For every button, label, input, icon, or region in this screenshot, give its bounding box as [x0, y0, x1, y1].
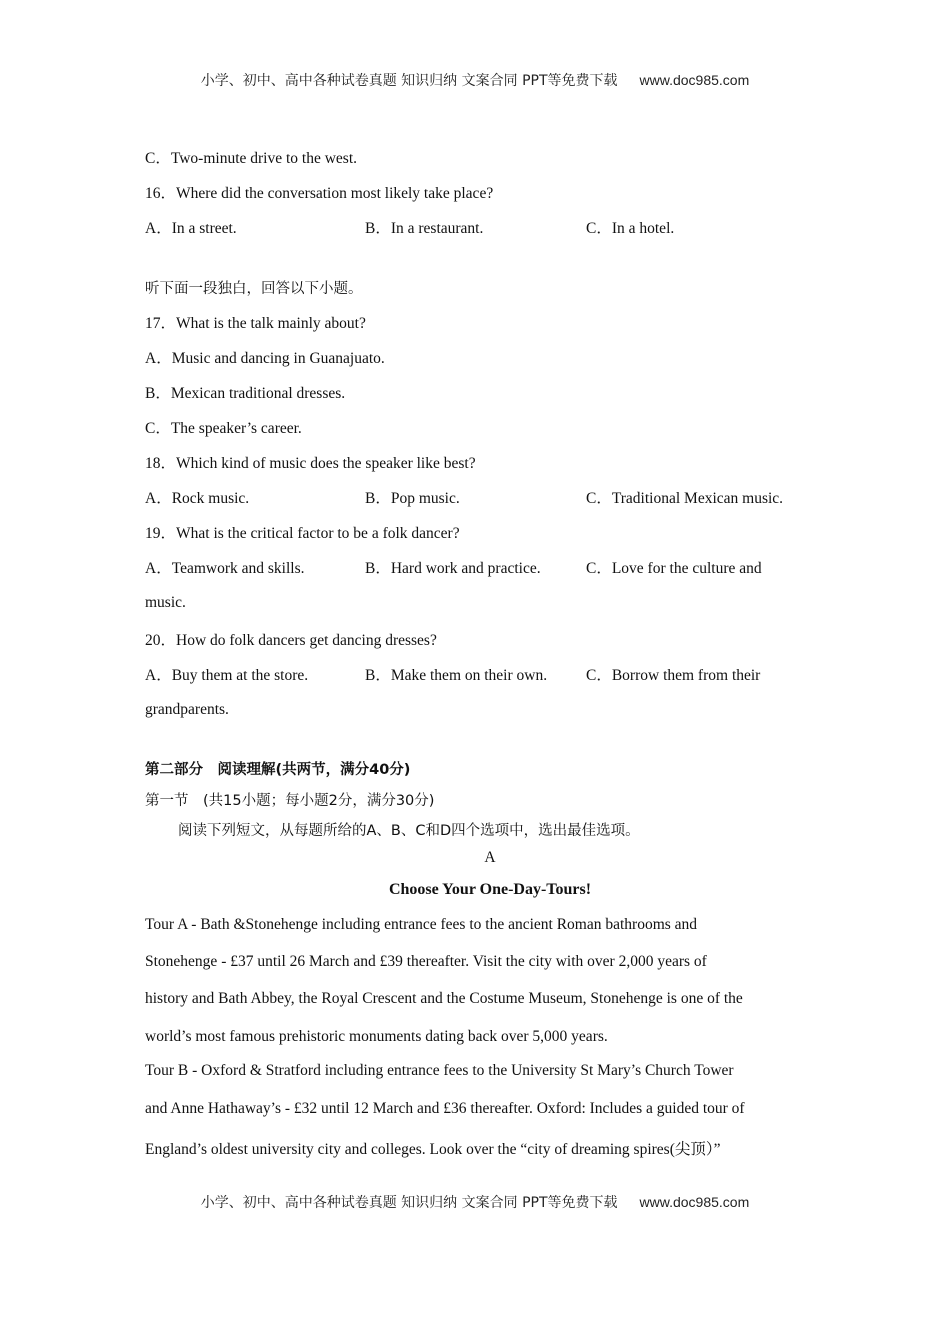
- q20-option-a: A．Buy them at the store.: [145, 667, 309, 684]
- q18-option-b: B．Pop music.: [365, 490, 460, 507]
- q16-option-b: B．In a restaurant.: [365, 220, 484, 237]
- part2-section1: 第一节 (共15小题；每小题2分，满分30分): [145, 793, 435, 809]
- q20-option-b: B．Make them on their own.: [365, 667, 548, 684]
- passage-line: world’s most famous prehistoric monuments dating back over 5,000 years.: [145, 1028, 608, 1045]
- passage-line: England’s oldest university city and colleges. Look over the “city of dreaming spires(尖顶）”: [145, 1141, 721, 1158]
- q19-stem: 19．What is the critical factor to be a folk dancer?: [145, 525, 460, 542]
- q15-option-c: C．Two-minute drive to the west.: [145, 150, 358, 167]
- q17-option-b: B．Mexican traditional dresses.: [145, 385, 346, 402]
- q17-stem: 17．What is the talk mainly about?: [145, 315, 366, 332]
- q16-option-a: A．In a street.: [145, 220, 237, 237]
- header-url[interactable]: www.doc985.com: [639, 72, 750, 88]
- q20-stem: 20．How do folk dancers get dancing dresses?: [145, 632, 437, 649]
- passage-line: Stonehenge - £37 until 26 March and £39 thereafter. Visit the city with over 2,000 years of: [145, 953, 707, 970]
- part2-instruction: 阅读下列短文，从每题所给的A、B、C和D四个选项中，选出最佳选项。: [178, 823, 640, 839]
- q19-option-b: B．Hard work and practice.: [365, 560, 541, 577]
- q18-stem: 18．Which kind of music does the speaker like best?: [145, 455, 476, 472]
- passage-line: and Anne Hathaway’s - £32 until 12 March and £36 thereafter. Oxford: Includes a guided tour of: [145, 1100, 745, 1117]
- q20-option-c-continued: grandparents.: [145, 701, 229, 718]
- q18-option-c: C．Traditional Mexican music.: [586, 490, 784, 507]
- page-footer: [0, 1192, 950, 1212]
- q16-option-c: C．In a hotel.: [586, 220, 675, 237]
- monologue-instruction: 听下面一段独白，回答以下小题。: [145, 281, 363, 297]
- page-header: [0, 70, 950, 90]
- footer-text: 小学、初中、高中各种试卷真题 知识归纳 文案合同 PPT等免费下载: [200, 1195, 618, 1211]
- q17-option-a: A．Music and dancing in Guanajuato.: [145, 350, 385, 367]
- q17-option-c: C．The speaker’s career.: [145, 420, 302, 437]
- q19-option-c-continued: music.: [145, 594, 186, 611]
- footer-url[interactable]: www.doc985.com: [639, 1194, 750, 1210]
- header-text: 小学、初中、高中各种试卷真题 知识归纳 文案合同 PPT等免费下载: [200, 73, 618, 89]
- q20-option-c: C．Borrow them from their: [586, 667, 761, 684]
- passage-line: history and Bath Abbey, the Royal Crescent and the Costume Museum, Stonehenge is one of the: [145, 990, 743, 1007]
- q19-option-a: A．Teamwork and skills.: [145, 560, 305, 577]
- passage-title: Choose Your One-Day-Tours!: [388, 881, 592, 898]
- passage-line: Tour B - Oxford & Stratford including entrance fees to the University St Mary’s Church Tower: [145, 1062, 734, 1079]
- q18-option-a: A．Rock music.: [145, 490, 250, 507]
- passage-letter: A: [484, 849, 496, 866]
- passage-line: Tour A - Bath &Stonehenge including entrance fees to the ancient Roman bathrooms and: [145, 916, 698, 933]
- q19-option-c: C．Love for the culture and: [586, 560, 762, 577]
- q16-stem: 16．Where did the conversation most likely take place?: [145, 185, 494, 202]
- part2-title: 第二部分 阅读理解(共两节，满分40分): [145, 762, 411, 778]
